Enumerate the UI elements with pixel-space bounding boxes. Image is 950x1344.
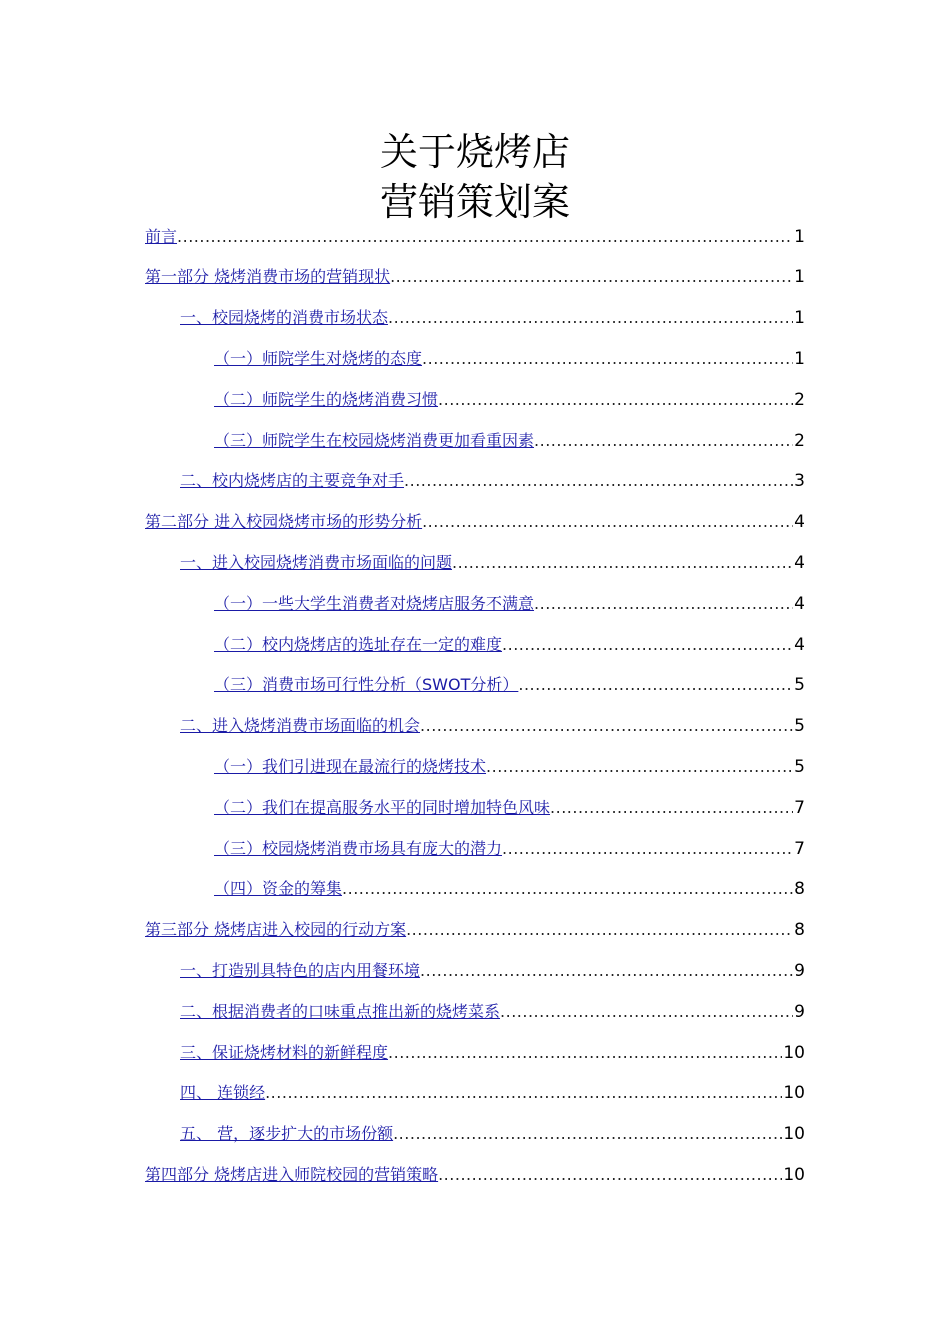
- toc-dot-leader: [388, 308, 793, 328]
- toc-entry-link[interactable]: （一）师院学生对烧烤的态度: [214, 348, 423, 368]
- toc-page-number: 4: [794, 634, 805, 655]
- toc-dot-leader: [534, 594, 793, 614]
- toc-entry-link[interactable]: 第四部分 烧烤店进入师院校园的营销策略: [145, 1164, 439, 1184]
- toc-entry[interactable]: [214, 746, 805, 787]
- toc-page-number: 4: [794, 593, 805, 614]
- toc-entry-link[interactable]: （二）我们在提高服务水平的同时增加特色风味: [214, 797, 551, 817]
- toc-entry-link[interactable]: （四）资金的筹集: [214, 879, 343, 899]
- toc-page-number: 5: [794, 756, 805, 777]
- toc-entry-link[interactable]: 五、 营，逐步扩大的市场份额: [180, 1124, 394, 1144]
- toc-page-number: 1: [794, 308, 805, 329]
- toc-entry-link[interactable]: 四、 连锁经: [180, 1083, 266, 1103]
- toc-page-number: 1: [794, 226, 805, 247]
- toc-entry[interactable]: [214, 420, 805, 461]
- toc-dot-leader: [342, 879, 793, 899]
- toc-entry-link[interactable]: 前言: [145, 226, 178, 246]
- toc-dot-leader: [452, 553, 793, 573]
- toc-entry[interactable]: [214, 379, 805, 420]
- toc-entry-link[interactable]: （二）师院学生的烧烤消费习惯: [214, 389, 439, 409]
- toc-page-number: 10: [783, 1083, 805, 1104]
- toc-dot-leader: [177, 227, 793, 247]
- toc-entry-link[interactable]: 一、打造别具特色的店内用餐环境: [180, 960, 421, 980]
- toc-page-number: 9: [794, 960, 805, 981]
- document-title-line-2: 营销策划案: [379, 180, 570, 224]
- toc-dot-leader: [438, 390, 793, 410]
- toc-entry-link[interactable]: 第三部分 烧烤店进入校园的行动方案: [145, 920, 407, 940]
- toc-page-number: 3: [794, 471, 805, 492]
- toc-dot-leader: [420, 716, 793, 736]
- toc-entry-link[interactable]: （二）校内烧烤店的选址存在一定的难度: [214, 634, 503, 654]
- toc-dot-leader: [486, 757, 793, 777]
- toc-entry[interactable]: [214, 665, 805, 706]
- toc-dot-leader: [438, 1165, 782, 1185]
- toc-page-number: 10: [783, 1124, 805, 1145]
- toc-dot-leader: [500, 1002, 793, 1022]
- toc-dot-leader: [388, 1043, 782, 1063]
- toc-entry-link[interactable]: （一）一些大学生消费者对烧烤店服务不满意: [214, 593, 535, 613]
- toc-dot-leader: [422, 512, 793, 532]
- toc-dot-leader: [390, 267, 793, 287]
- toc-dot-leader: [518, 675, 793, 695]
- toc-dot-leader: [393, 1124, 782, 1144]
- toc-page-number: 4: [794, 552, 805, 573]
- toc-entry[interactable]: [180, 950, 805, 991]
- toc-entry-link[interactable]: 三、保证烧烤材料的新鲜程度: [180, 1042, 389, 1062]
- toc-entry[interactable]: [180, 1073, 805, 1114]
- toc-dot-leader: [265, 1083, 782, 1103]
- toc-entry[interactable]: [145, 257, 805, 298]
- toc-entry-link[interactable]: 第二部分 进入校园烧烤市场的形势分析: [145, 512, 423, 532]
- toc-entry-link[interactable]: 二、校内烧烤店的主要竞争对手: [180, 471, 405, 491]
- toc-page-number: 8: [794, 879, 805, 900]
- toc-dot-leader: [534, 431, 793, 451]
- toc-entry[interactable]: [214, 338, 805, 379]
- toc-dot-leader: [502, 635, 793, 655]
- toc-entry[interactable]: [180, 1114, 805, 1155]
- toc-entry[interactable]: [214, 787, 805, 828]
- toc-page-number: 7: [794, 797, 805, 818]
- document-title-line-1: 关于烧烤店: [379, 130, 570, 174]
- toc-dot-leader: [420, 961, 793, 981]
- toc-page-number: 1: [794, 348, 805, 369]
- toc-entry[interactable]: [180, 542, 805, 583]
- toc-entry-link[interactable]: 二、进入烧烤消费市场面临的机会: [180, 716, 421, 736]
- toc-entry-link[interactable]: 一、进入校园烧烤消费市场面临的问题: [180, 552, 453, 572]
- toc-entry[interactable]: [180, 991, 805, 1032]
- toc-page-number: 7: [794, 838, 805, 859]
- toc-entry[interactable]: [145, 502, 805, 543]
- toc-entry[interactable]: [180, 461, 805, 502]
- toc-dot-leader: [422, 349, 793, 369]
- toc-entry[interactable]: [180, 298, 805, 339]
- toc-entry[interactable]: [145, 216, 805, 257]
- toc-page-number: 2: [794, 430, 805, 451]
- toc-dot-leader: [502, 839, 793, 859]
- toc-page-number: 10: [783, 1164, 805, 1185]
- toc-entry-link[interactable]: （一）我们引进现在最流行的烧烤技术: [214, 756, 487, 776]
- toc-entry[interactable]: [214, 583, 805, 624]
- toc-entry[interactable]: [214, 869, 805, 910]
- toc-entry[interactable]: [145, 910, 805, 951]
- toc-dot-leader: [406, 920, 793, 940]
- toc-entry-link[interactable]: 第一部分 烧烤消费市场的营销现状: [145, 267, 391, 287]
- toc-entry[interactable]: [214, 624, 805, 665]
- toc-page-number: 1: [794, 267, 805, 288]
- toc-entry-link[interactable]: 二、根据消费者的口味重点推出新的烧烤菜系: [180, 1001, 501, 1021]
- toc-entry[interactable]: [180, 1032, 805, 1073]
- toc-entry-link[interactable]: 一、校园烧烤的消费市场状态: [180, 308, 389, 328]
- toc-dot-leader: [404, 471, 793, 491]
- toc-page-number: 2: [794, 389, 805, 410]
- toc-page-number: 9: [794, 1001, 805, 1022]
- toc-entry-link[interactable]: （三）师院学生在校园烧烤消费更加看重因素: [214, 430, 535, 450]
- toc-entry-link[interactable]: （三）校园烧烤消费市场具有庞大的潜力: [214, 838, 503, 858]
- toc-page-number: 4: [794, 512, 805, 533]
- toc-entry[interactable]: [214, 828, 805, 869]
- toc-entry-link[interactable]: （三）消费市场可行性分析（SWOT分析）: [214, 675, 519, 695]
- toc-dot-leader: [550, 798, 793, 818]
- toc-page-number: 5: [794, 675, 805, 696]
- toc-entry[interactable]: [145, 1154, 805, 1195]
- toc-page-number: 5: [794, 716, 805, 737]
- toc-page-number: 8: [794, 920, 805, 941]
- toc-entry[interactable]: [180, 706, 805, 747]
- toc-page-number: 10: [783, 1042, 805, 1063]
